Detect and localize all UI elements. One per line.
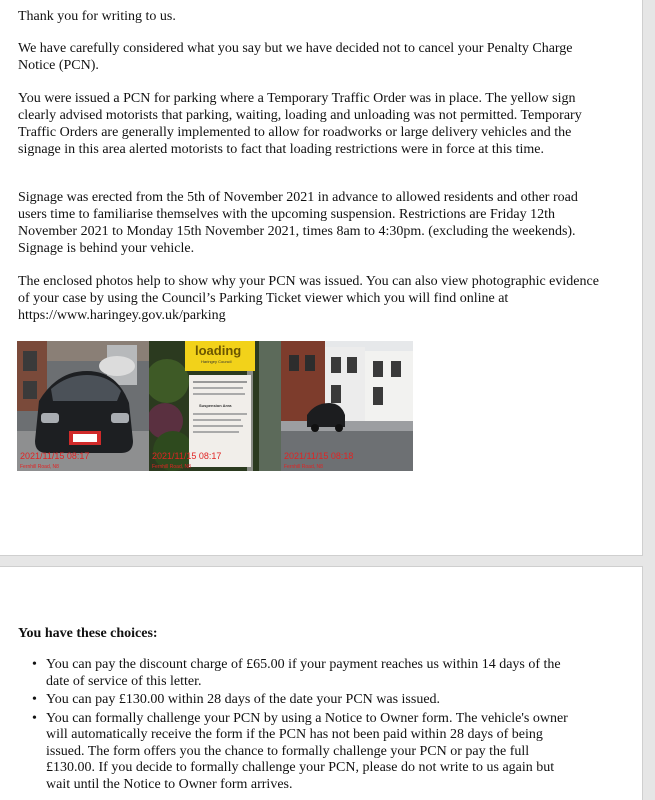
sign-organisation: Haringey Council [201, 359, 232, 364]
list-item: • You can pay the discount charge of £65.00 if your payment reaches us within 14 days of the date of service of this letter. [32, 657, 561, 689]
evidence-photos [17, 341, 413, 471]
paragraph-decision: We have carefully considered what you say but we have decided not to cancel your Penalty Charge Notice (PCN). [18, 41, 573, 73]
evidence-photo-street [281, 341, 413, 471]
photo-location: Fernhill Road, N8 [152, 464, 191, 470]
choice-text: You can pay the discount charge of £65.00 if your payment reaches us within 14 days of the date of service of this letter. [46, 657, 561, 689]
photo-location: Fernhill Road, N8 [284, 464, 323, 470]
list-item: • You can formally challenge your PCN by using a Notice to Owner form. The vehicle's owner will automatically receive the form if the PCN has not been paid within 28 days of being issued. The form offers you the chance to formally challenge your PCN or pay the full £130.00. If you decide to formally challenge your PCN, please do not write to us again but wait until the Notice to Owner form arrives. [32, 710, 568, 792]
sign-word: loading [195, 343, 242, 358]
photo-timestamp: 2021/11/15 08:17 [152, 451, 222, 461]
paragraph-photos: The enclosed photos help to show why your PCN was issued. You can also view photographic evidence of your case by using the Council’s Parking Ticket viewer which you will find online at https://www.haringey.gov.uk/parking [18, 274, 599, 323]
choices-heading: You have these choices: [18, 626, 158, 641]
choice-text: You can formally challenge your PCN by using a Notice to Owner form. The vehicle's owner will automatically receive the form if the PCN has not been paid within 28 days of being issued. The form offers you the chance to formally challenge your PCN or pay the full £130.00. If you decide to formally challenge your PCN, please do not write to us again but wait until the Notice to Owner form arrives. [46, 710, 568, 792]
evidence-photo-car [17, 341, 149, 471]
paragraph-temporary-order: You were issued a PCN for parking where a Temporary Traffic Order was in place. The yellow sign clearly advised motorists that parking, waiting, loading and unloading was not permitted. Temporary Traffic Orders are generally implemented to allow for roadworks or large delivery vehicles and the signage in this area alerted motorists to fact that loading restrictions were in force at this time. [18, 91, 582, 157]
photo-timestamp: 2021/11/15 08:18 [284, 451, 354, 461]
list-item: • You can pay £130.00 within 28 days of the date your PCN was issued. [32, 692, 441, 707]
greeting: Thank you for writing to us. [18, 9, 176, 24]
choice-text: You can pay £130.00 within 28 days of the date your PCN was issued. [46, 692, 441, 707]
photo-location: Fernhill Road, N8 [20, 464, 59, 470]
photo-timestamp: 2021/11/15 08:17 [20, 451, 90, 461]
choices-list [18, 657, 578, 795]
evidence-photo-sign [149, 341, 281, 471]
sign-notice: Suspension Area [199, 403, 232, 408]
paragraph-signage: Signage was erected from the 5th of November 2021 in advance to allowed residents and other road users time to familiarise themselves with the upcoming suspension. Restrictions are Friday 12th November 2021 to Monday 15th November 2021, times 8am to 4:30pm. (excluding the weekends). Signage is behind your vehicle. [18, 190, 578, 256]
